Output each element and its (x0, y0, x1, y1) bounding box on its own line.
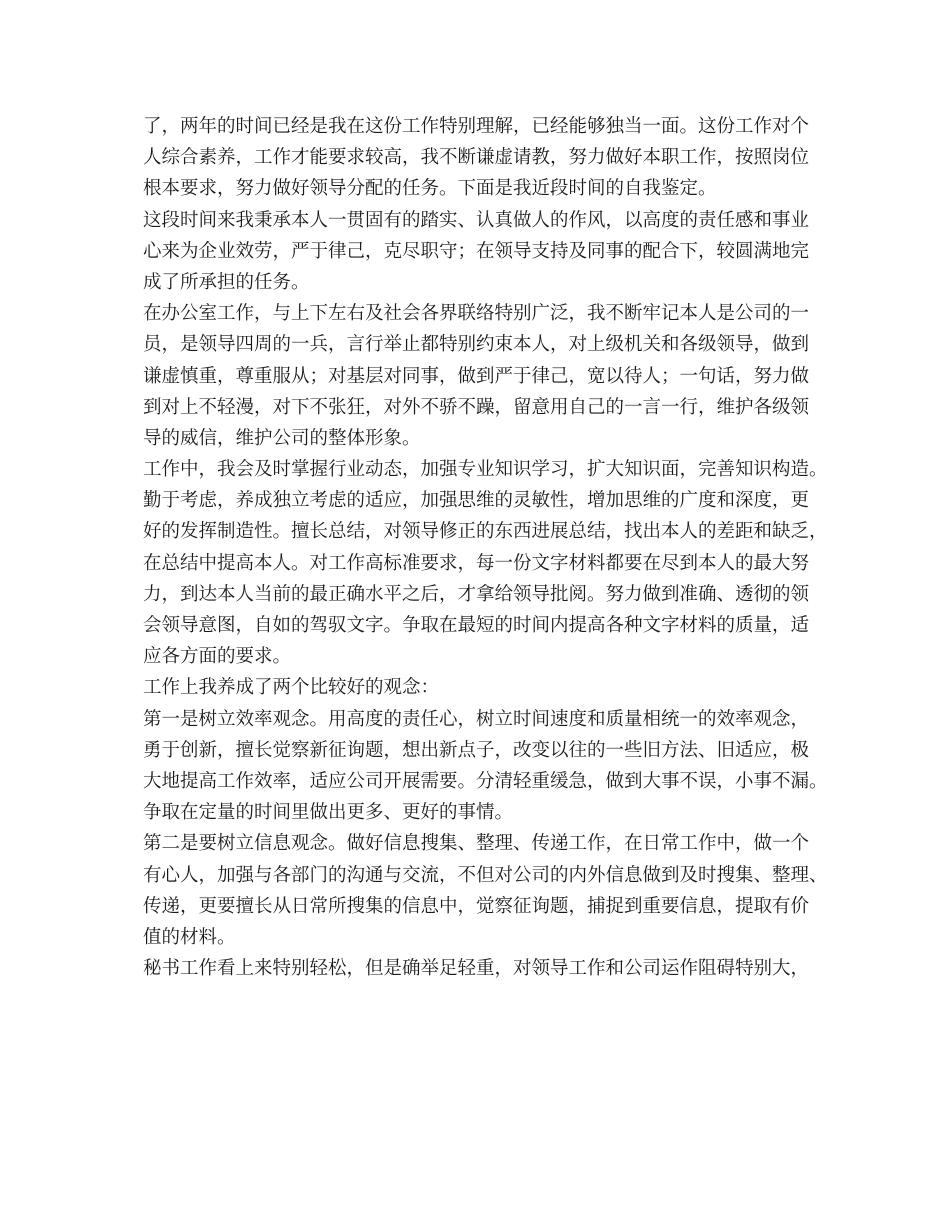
text-line: 这段时间来我秉承本人一贯固有的踏实、认真做人的作风，以高度的责任感和事业 (143, 209, 810, 231)
text-line: 心来为企业效劳，严于律己，克尽职守；在领导支持及同事的配合下，较圆满地完 (143, 240, 810, 262)
text-line: 导的威信，维护公司的整体形象。 (143, 427, 421, 449)
text-line: 人综合素养，工作才能要求较高，我不断谦虚请教，努力做好本职工作，按照岗位 (143, 147, 810, 169)
text-line: 工作中，我会及时掌握行业动态，加强专业知识学习，扩大知识面，完善知识构造。 (143, 459, 828, 481)
text-line: 力，到达本人当前的最正确水平之后，才拿给领导批阅。努力做到准确、透彻的领 (143, 583, 810, 605)
text-line: 员，是领导四周的一兵，言行举止都特别约束本人，对上级机关和各级领导，做到 (143, 334, 810, 356)
text-line: 到对上不轻漫，对下不张狂，对外不骄不躁，留意用自己的一言一行，维护各级领 (143, 396, 810, 418)
text-line: 成了所承担的任务。 (143, 271, 310, 293)
text-line: 勇于创新，擅长觉察新征询题，想出新点子，改变以往的一些旧方法、旧适应，极 (143, 739, 810, 761)
text-line: 第一是树立效率观念。用高度的责任心，树立时间速度和质量相统一的效率观念， (143, 708, 810, 730)
text-line: 秘书工作看上来特别轻松，但是确举足轻重，对领导工作和公司运作阻碍特别大， (143, 958, 810, 980)
text-line: 争取在定量的时间里做出更多、更好的事情。 (143, 802, 514, 824)
text-line: 勤于考虑，养成独立考虑的适应，加强思维的灵敏性，增加思维的广度和深度，更 (143, 490, 810, 512)
text-line: 谦虚慎重，尊重服从；对基层对同事，做到严于律己，宽以待人；一句话，努力做 (143, 365, 810, 387)
text-line: 在办公室工作，与上下左右及社会各界联络特别广泛，我不断牢记本人是公司的一 (143, 303, 810, 325)
text-line: 第二是要树立信息观念。做好信息搜集、整理、传递工作，在日常工作中，做一个 (143, 833, 810, 855)
text-line: 传递，更要擅长从日常所搜集的信息中，觉察征询题，捕捉到重要信息，提取有价 (143, 895, 810, 917)
text-line: 了，两年的时间已经是我在这份工作特别理解，已经能够独当一面。这份工作对个 (143, 116, 810, 137)
text-line: 值的材料。 (143, 926, 236, 948)
text-line: 在总结中提高本人。对工作高标准要求，每一份文字材料都要在尽到本人的最大努 (143, 552, 810, 574)
body-text (143, 111, 828, 984)
text-line: 会领导意图，自如的驾驭文字。争取在最短的时间内提高各种文字材料的质量，适 (143, 615, 810, 636)
text-line: 工作上我养成了两个比较好的观念： (143, 677, 440, 699)
text-line: 大地提高工作效率，适应公司开展需要。分清轻重缓急，做到大事不误，小事不漏。 (143, 770, 828, 792)
text-line: 应各方面的要求。 (143, 646, 292, 668)
text-line: 根本要求，努力做好领导分配的任务。下面是我近段时间的自我鉴定。 (143, 178, 717, 200)
text-line: 好的发挥制造性。擅长总结，对领导修正的东西进展总结，找出本人的差距和缺乏， (143, 521, 828, 543)
text-line: 有心人，加强与各部门的沟通与交流，不但对公司的内外信息做到及时搜集、整理、 (143, 864, 828, 886)
